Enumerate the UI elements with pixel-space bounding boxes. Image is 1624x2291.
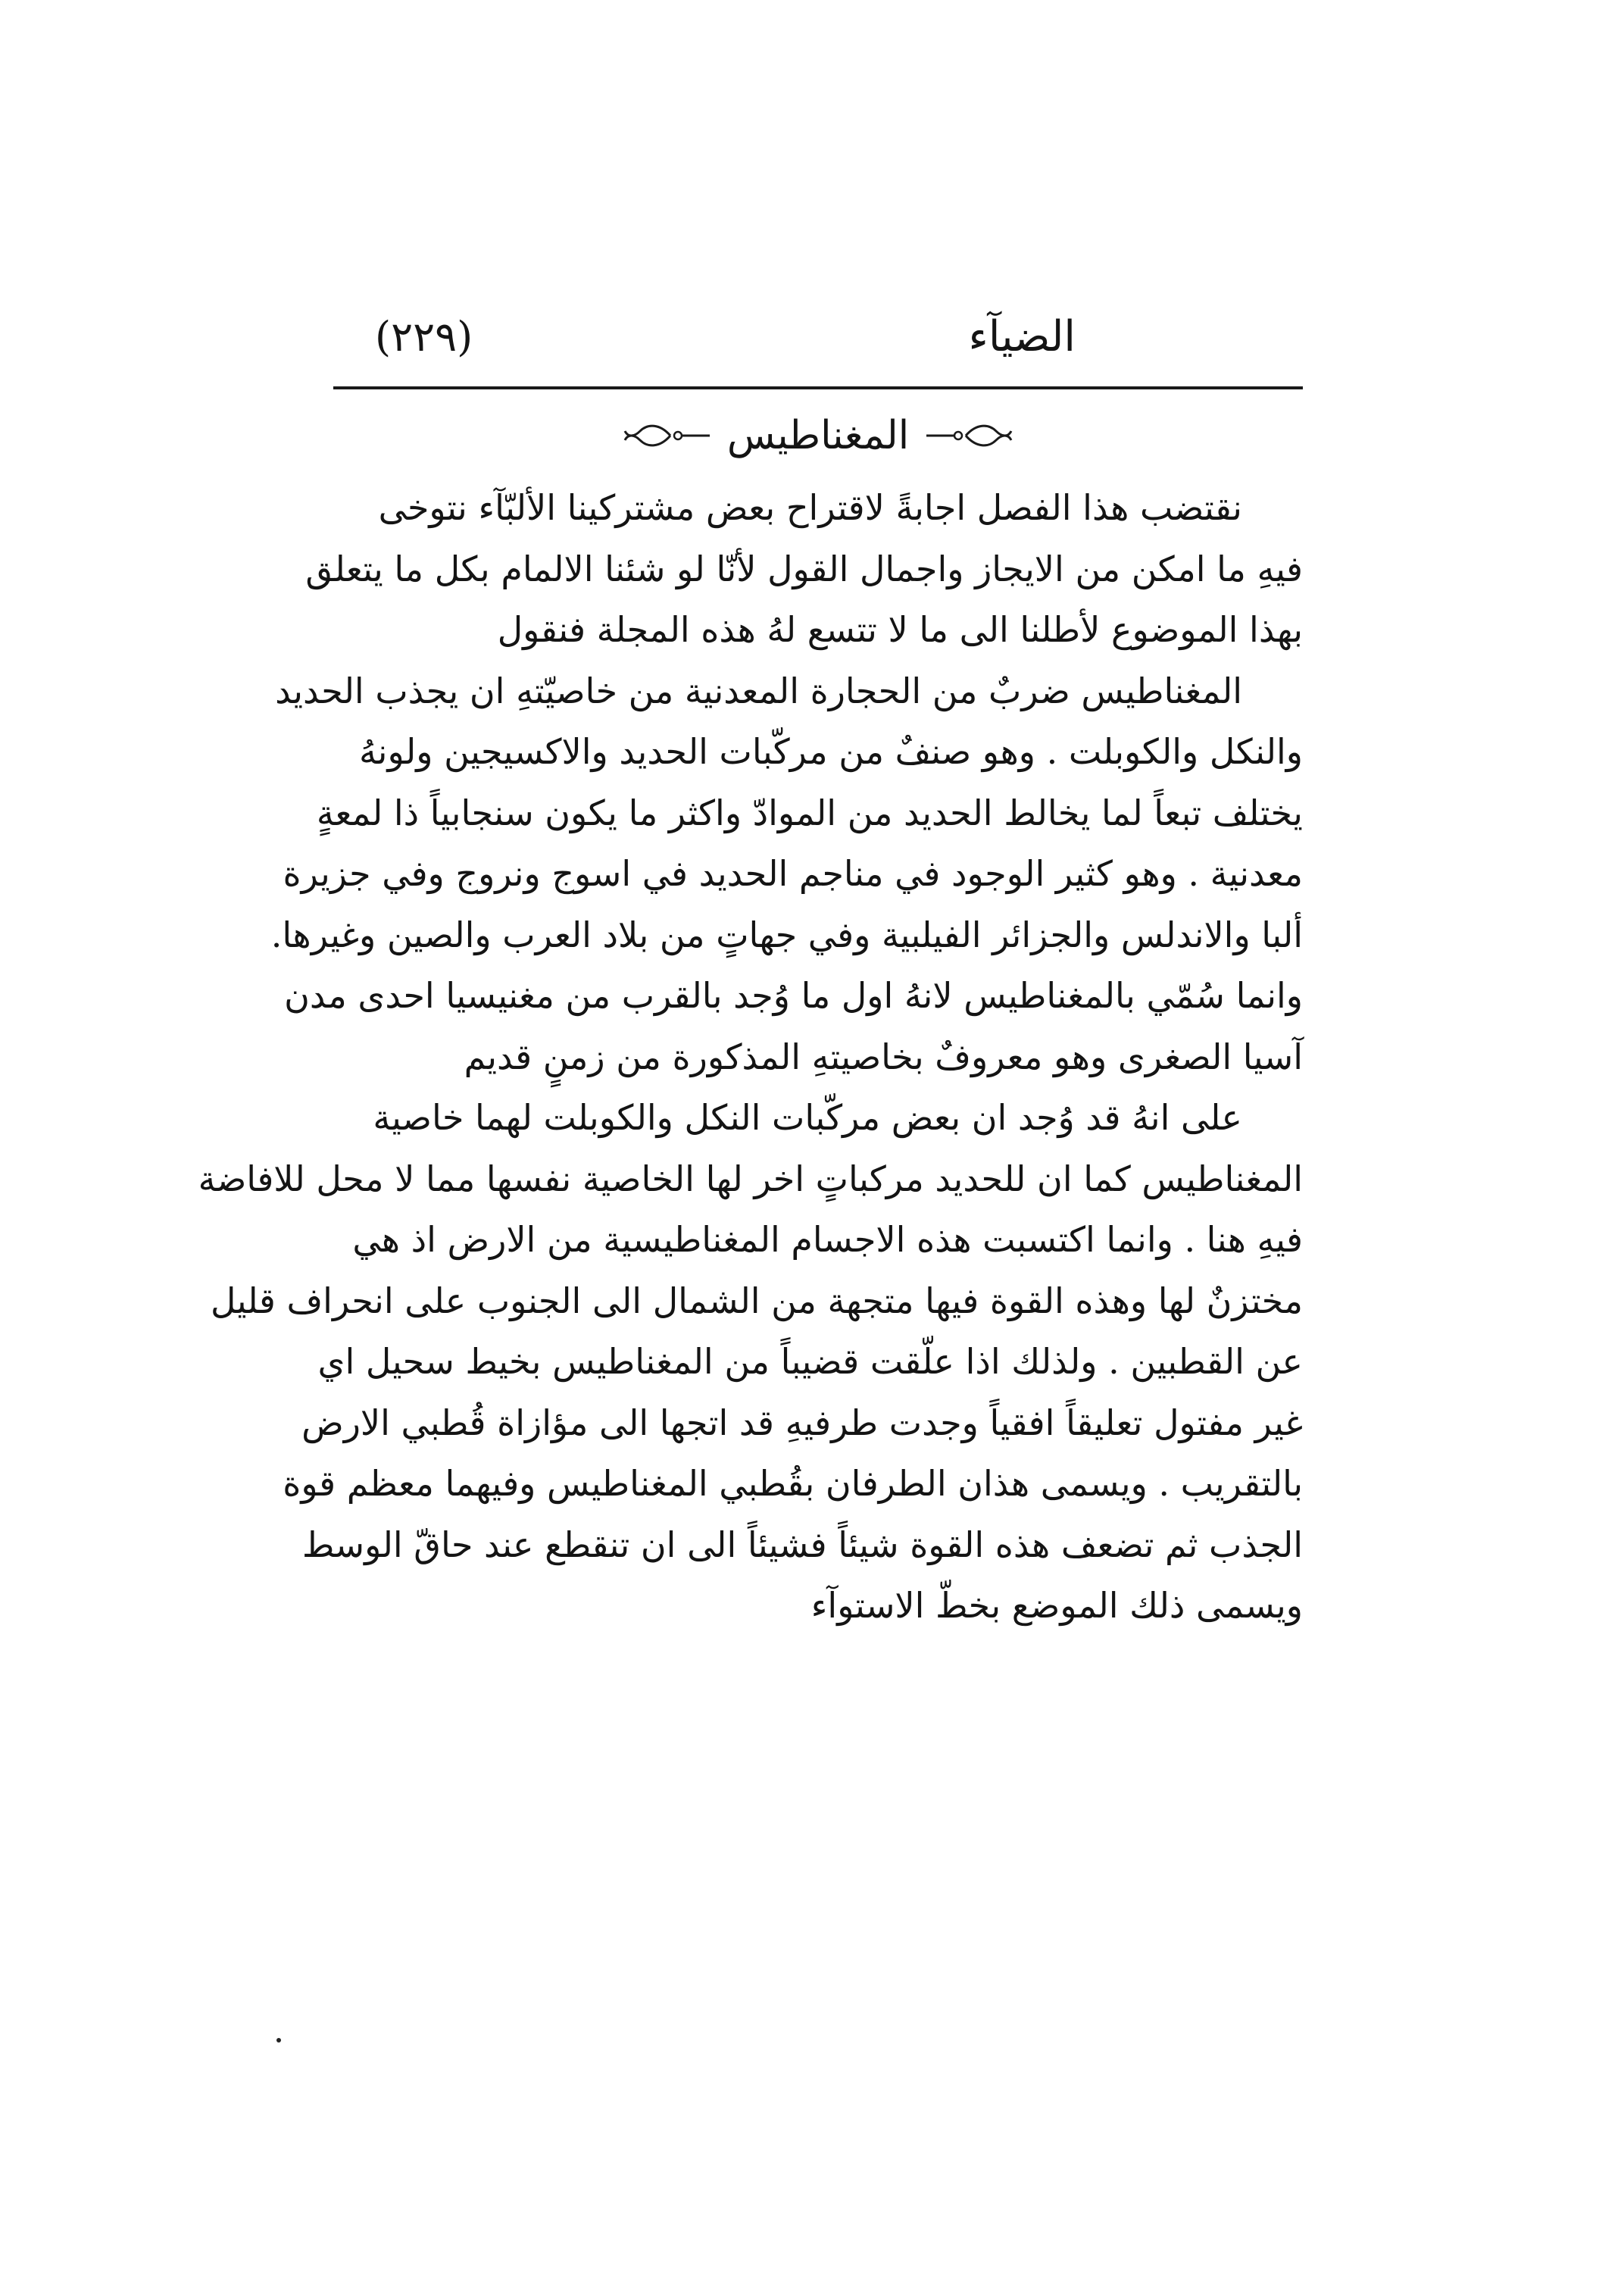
text-line: عن القطبين . ولذلك اذا علّقت قضيباً من المغناطيس بخيط سحيل اي <box>317 1341 1303 1382</box>
article-body <box>198 477 1303 1636</box>
section-title: المغناطيس <box>726 413 910 458</box>
text-line: المغناطيس كما ان للحديد مركباتٍ اخر لها الخاصية نفسها مما لا محل للافاضة <box>198 1158 1303 1199</box>
running-header <box>333 303 1303 379</box>
text-line: على انهُ قد وُجد ان بعض مركّبات النكل والكوبلت لهما خاصية <box>373 1097 1242 1138</box>
text-line: نقتضب هذا الفصل اجابةً لاقتراح بعض مشتركينا الألبّآء نتوخى <box>378 487 1242 528</box>
text-line: مختزنٌ لها وهذه القوة فيها متجهة من الشمال الى الجنوب على انحراف قليل <box>210 1280 1303 1321</box>
text-line: ألبا والاندلس والجزائر الفيلبية وفي جهاتٍ من بلاد العرب والصين وغيرها. <box>270 914 1303 955</box>
text-line: فيهِ هنا . وانما اكتسبت هذه الاجسام المغناطيسية من الارض اذ هي <box>352 1219 1303 1260</box>
paragraph <box>270 661 1303 1088</box>
flourish-ornament-icon <box>622 420 713 451</box>
text-line: ويسمى ذلك الموضع بخطّ الاستوآء <box>810 1585 1303 1626</box>
text-line: والنكل والكوبلت . وهو صنفٌ من مركّبات الحديد والاكسيجين ولونهُ <box>359 731 1303 772</box>
section-heading <box>333 405 1303 466</box>
journal-title: الضيآء <box>968 312 1076 361</box>
text-line: معدنية . وهو كثير الوجود في مناجم الحديد في اسوج ونروج وفي جزيرة <box>283 853 1303 894</box>
text-line: فيهِ ما امكن من الايجاز واجمال القول لأنّا لو شئنا الالمام بكل ما يتعلق <box>305 548 1303 589</box>
paragraph <box>198 1087 1303 1636</box>
text-line: الجذب ثم تضعف هذه القوة شيئاً فشيئاً الى ان تنقطع عند حاقّ الوسط <box>301 1524 1303 1565</box>
text-line: بهذا الموضوع لأطلنا الى ما لا تتسع لهُ هذه المجلة فنقول <box>497 609 1303 650</box>
flourish-ornament-icon <box>923 420 1014 451</box>
text-line: يختلف تبعاً لما يخالط الحديد من الموادّ واكثر ما يكون سنجابياً ذا لمعةٍ <box>316 792 1303 833</box>
paragraph <box>305 477 1303 661</box>
text-line: غير مفتول تعليقاً افقياً وجدت طرفيهِ قد اتجها الى مؤازاة قُطبي الارض <box>301 1402 1303 1443</box>
page-number: (٢٢٩) <box>375 313 473 361</box>
text-line: وانما سُمّي بالمغناطيس لانهُ اول ما وُجد بالقرب من مغنيسيا احدى مدن <box>284 975 1303 1016</box>
text-line: بالتقريب . ويسمى هذان الطرفان بقُطبي المغناطيس وفيهما معظم قوة <box>283 1463 1303 1504</box>
text-line: آسيا الصغرى وهو معروفٌ بخاصيتهِ المذكورة من زمنٍ قديم <box>464 1036 1303 1077</box>
header-rule <box>333 386 1303 389</box>
text-line: المغناطيس ضربٌ من الحجارة المعدنية من خاصيّتهِ ان يجذب الحديد <box>275 670 1242 711</box>
ink-speck <box>276 2038 281 2043</box>
